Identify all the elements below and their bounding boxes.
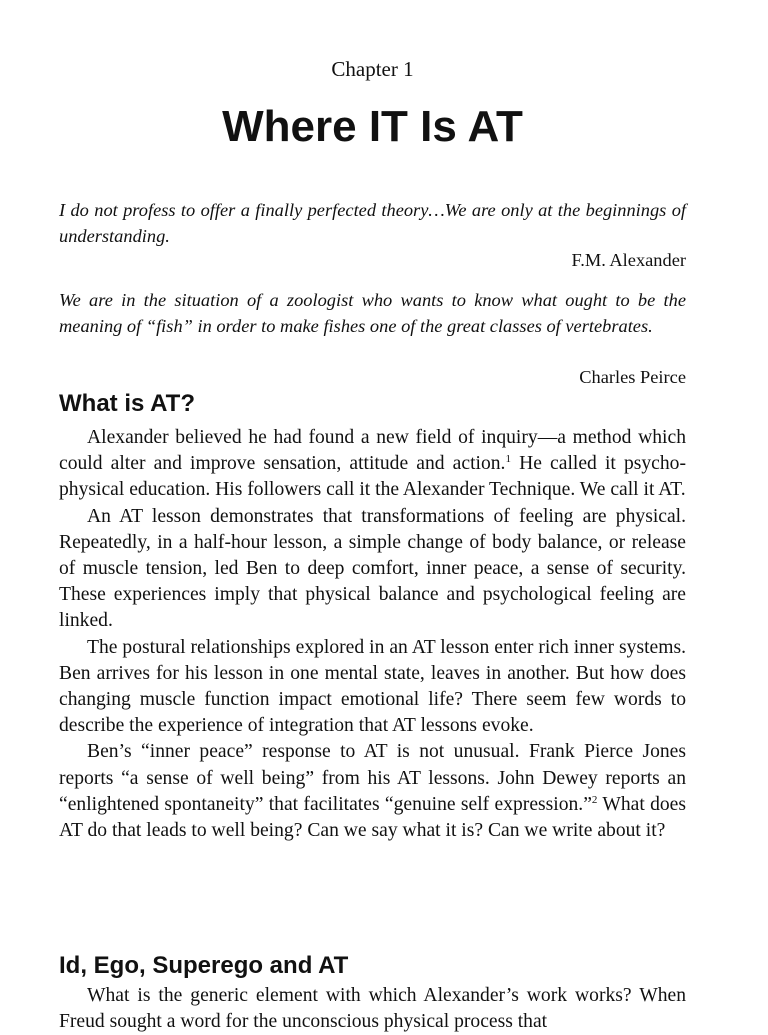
footnote-marker: 2 [591, 793, 598, 806]
epigraph-author-1: F.M. Alexander [571, 250, 686, 270]
section-body-what-is-at [59, 425, 686, 844]
paragraph: What is the generic element with which Alexander’s work works? When Freud sought a word for the unconscious physical process that [59, 985, 686, 1033]
paragraph [59, 425, 686, 504]
chapter-number: Chapter 1 [331, 57, 414, 81]
chapter-title: Where IT Is AT [222, 102, 523, 151]
epigraph-author-2: Charles Peirce [579, 367, 686, 387]
section-body-id-ego-superego [59, 983, 686, 1035]
paragraph-text: He called it psycho-physical education. His followers call it the Alexander Technique. We call it AT. [59, 453, 686, 501]
paragraph-text: What does AT do that leads to well being? Can we say what it is? Can we write about it? [59, 793, 687, 842]
section-heading-id-ego-superego: Id, Ego, Superego and AT [59, 952, 349, 979]
paragraph: An AT lesson demonstrates that transformations of feeling are physical. Repeatedly, in a half-hour lesson, a simple change of body balance, or release of muscle tension, led Ben to deep comfort, inner peace, a sense of security. These experiences imply that physical balance and psychological feeling are linked. [59, 505, 686, 632]
section-heading-what-is-at: What is AT? [59, 390, 195, 417]
paragraph: The postural relationships explored in an AT lesson enter rich inner systems. Ben arrives for his lesson in one mental state, leaves in another. But how does changing muscle function impact emotional life? There seem few words to describe the experience of integration that AT lessons evoke. [59, 636, 686, 737]
paragraph-text: Ben’s “inner peace” response to AT is not unusual. Frank Pierce Jones reports “a sense of well being” from his AT lessons. John Dewey reports an “enlightened spontaneity” that facilitates “genuine self expression.” [59, 741, 686, 815]
paragraph [59, 739, 686, 844]
epigraph-quote-2: We are in the situation of a zoologist who wants to know what ought to be the meaning of “fish” in order to make fishes one of the great classes of vertebrates. [59, 290, 686, 336]
epigraph-quote-1: I do not profess to offer a finally perfected theory…We are only at the beginnings of understanding. [59, 200, 686, 246]
footnote-marker: 1 [505, 453, 511, 466]
paragraph-text: Alexander believed he had found a new field of inquiry—a method which could alter and improve sensation, attitude and action. [59, 427, 686, 475]
